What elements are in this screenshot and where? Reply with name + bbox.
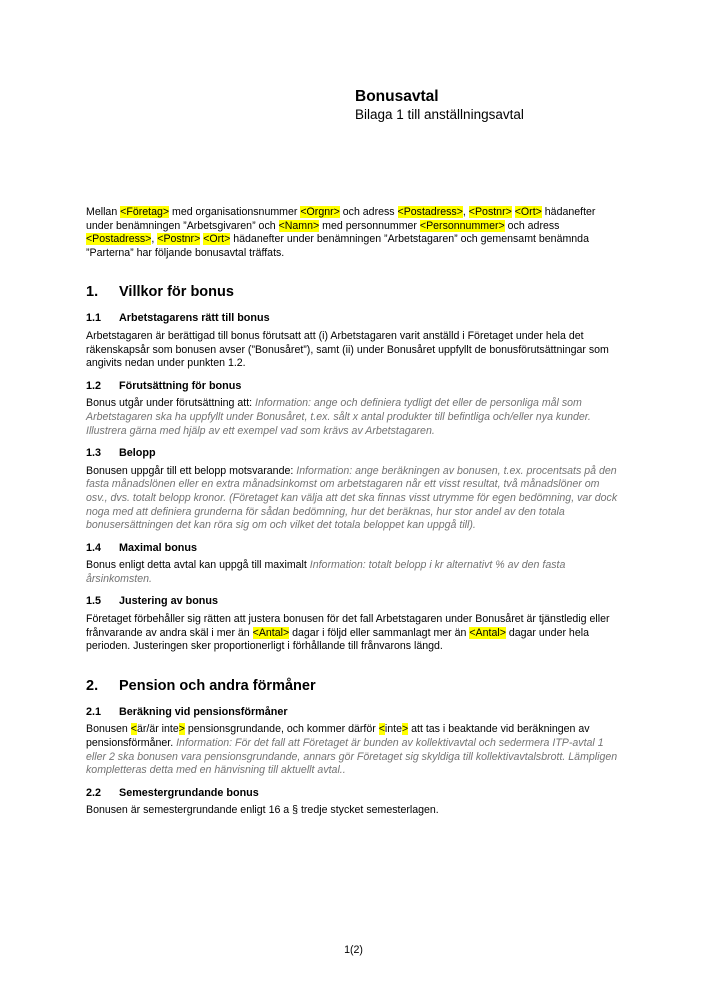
intro-text: hädanefter under benämningen ”Arbetsgivaren” och (86, 206, 596, 232)
document-subtitle: Bilaga 1 till anställningsavtal (355, 107, 524, 122)
placeholder-ort: <Ort> (514, 206, 542, 218)
subsection-1-4-text (86, 559, 622, 586)
placeholder-bracket: > (401, 723, 409, 736)
subsection-1-2-heading (86, 380, 622, 394)
placeholder-antal: <Antal> (252, 626, 290, 639)
body-text: Bonus utgår under förutsättning att: (86, 397, 256, 410)
subsection-1-3-text (86, 465, 622, 533)
intro-paragraph (86, 206, 622, 260)
subsection-number: 1.3 (86, 447, 102, 460)
subsection-2-1-text (86, 723, 622, 777)
section-number: 2. (86, 677, 99, 694)
placeholder-antal: <Antal> (469, 626, 506, 639)
placeholder-bracket: < (130, 723, 137, 736)
subsection-number: 1.4 (86, 541, 102, 554)
subsection-title: Belopp (119, 447, 156, 460)
placeholder-foretag: <Företag> (120, 206, 170, 218)
intro-text: med organisationsnummer (169, 206, 301, 218)
subsection-title: Semestergrundande bonus (119, 786, 259, 799)
info-note: Information: För det fall att Företaget är bunden av kollektivavtal och sedermera ITP-avtal 1 eller 2 ska bonusen vara pensionsgrundande, annars gör Företaget sig skyldiga till kollektivavtalsbrott. Lämpligen kompletteras detta med en hänvisning till aktuellt avtal.. (86, 737, 618, 777)
info-note: Information: ange och definiera tydligt det eller de personliga mål som Arbetstagaren ska ha uppfyllt under Bonusåret, t.ex. sålt x antal produkter till befintliga och/eller nya kunder. Illustrera gärna med hjälp av ett exempel vad som krävs av Arbetstagaren. (86, 397, 591, 437)
section-2-heading (86, 677, 622, 695)
intro-text: , (151, 233, 158, 246)
subsection-title: Förutsättning för bonus (119, 379, 242, 392)
subsection-1-3-heading (86, 447, 622, 461)
subsection-1-1-text: Arbetstagaren är berättigad till bonus förutsatt att (i) Arbetstagaren varit anställd i Företaget under hela det räkenskapsår som bonusen avser (”Bonusåret”), samt (ii) under Bonusåret uppfyllt de bonusförutsättningar som angivits nedan under punkten 1.2. (86, 329, 609, 370)
placeholder-postnr: <Postnr> (157, 233, 201, 246)
placeholder-postnr: <Postnr> (468, 206, 512, 218)
info-note: Information: ange beräkningen av bonusen, t.ex. procentsats på den fasta månadslönen eller en extra månadsinkomst om arbetstagaren når ett visst resultat, två månadslöner om osv., dvs. totalt belopp kronor. (Företaget kan välja att det ska finnas visst utrymme för egen bedömning, var dock noga med att definiera grunderna för sådan bedömning, hur det beräknas, hur stor andel av den totala bonusersättningen det kan röra sig om och vilket det totala beloppet kan uppgå till). (86, 464, 618, 532)
subsection-2-1-heading (86, 706, 622, 720)
body-text: inte (384, 723, 402, 736)
subsection-number: 1.5 (86, 595, 102, 608)
section-1-heading (86, 283, 622, 301)
subsection-1-5-heading (86, 595, 622, 609)
subsection-title: Maximal bonus (119, 541, 197, 554)
section-title: Pension och andra förmåner (119, 677, 316, 694)
subsection-number: 1.1 (86, 312, 102, 325)
body-text: Bonusen uppgår till ett belopp motsvarande: (86, 464, 297, 477)
subsection-number: 2.2 (86, 786, 102, 799)
document-title: Bonusavtal (355, 88, 439, 105)
subsection-1-5-text (86, 613, 622, 654)
body-text: är/är inte (136, 723, 179, 736)
subsection-title: Arbetstagarens rätt till bonus (119, 312, 270, 325)
body-text: Bonusen (86, 723, 131, 736)
subsection-1-4-heading (86, 542, 622, 556)
intro-text: hädanefter under benämningen ”Arbetstagaren” och gemensamt benämnda ”Parterna” har följande bonusavtal träffats. (86, 233, 589, 259)
section-title: Villkor för bonus (119, 284, 234, 301)
placeholder-postadress: <Postadress> (397, 206, 463, 218)
body-text: att tas i beaktande vid beräkningen av pensionsförmåner. (86, 723, 590, 750)
body-text: pensionsgrundande, och kommer därför (184, 723, 379, 736)
placeholder-postadress: <Postadress> (86, 233, 152, 246)
body-text: dagar under hela perioden. Justeringen sker proportionerligt i förhållande till frånvarons längd. (86, 626, 589, 653)
placeholder-ort: <Ort> (203, 233, 231, 246)
body-text: dagar i följd eller sammanlagt mer än (289, 626, 470, 639)
page-number: 1(2) (344, 944, 363, 956)
intro-text: och adress (504, 219, 560, 232)
subsection-2-2-text: Bonusen är semestergrundande enligt 16 a § tredje stycket semesterlagen. (86, 804, 439, 817)
intro-text: , (462, 206, 469, 218)
placeholder-orgnr: <Orgnr> (300, 206, 340, 218)
section-number: 1. (86, 284, 99, 301)
info-note: Information: totalt belopp i kr alternativt % av den fasta årsinkomsten. (86, 559, 566, 585)
subsection-1-2-text (86, 397, 622, 438)
body-text: Bonus enligt detta avtal kan uppgå till maximalt (86, 559, 310, 572)
subsection-1-1-heading (86, 312, 622, 326)
placeholder-namn: <Namn> (278, 219, 320, 232)
document-body (86, 206, 622, 818)
intro-text: och adress (339, 206, 398, 218)
subsection-number: 1.2 (86, 379, 102, 392)
placeholder-bracket: > (178, 723, 185, 736)
intro-text: med personnummer (319, 219, 420, 232)
subsection-title: Beräkning vid pensionsförmåner (119, 705, 288, 718)
intro-text: Mellan (86, 206, 121, 218)
subsection-number: 2.1 (86, 705, 102, 718)
subsection-title: Justering av bonus (119, 595, 218, 608)
placeholder-personnummer: <Personnummer> (419, 219, 505, 232)
placeholder-bracket: < (378, 723, 385, 736)
body-text: Företaget förbehåller sig rätten att justera bonusen för det fall Arbetstagaren under Bonusåret är tjänstledig eller frånvarande av andra skäl i mer än (86, 613, 610, 639)
subsection-2-2-heading (86, 787, 622, 801)
